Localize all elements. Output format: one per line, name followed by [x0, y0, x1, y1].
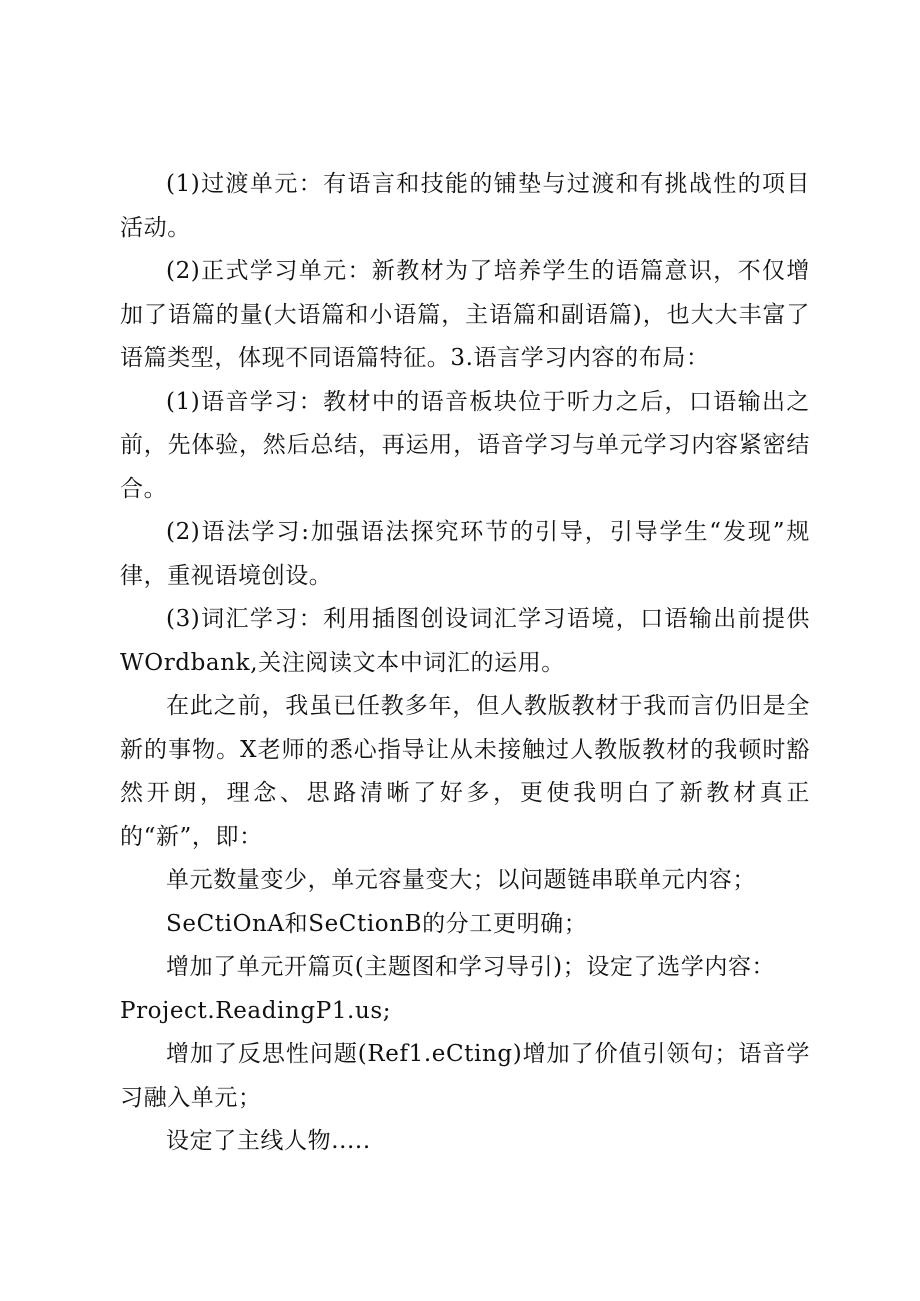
paragraph-opening-page: 增加了单元开篇页(主题图和学习导引)；设定了选学内容：: [166, 954, 776, 980]
document-body: [120, 163, 810, 1164]
paragraph-main-characters: 设定了主线人物.....: [166, 1128, 371, 1154]
paragraph-formal-unit: (2)正式学习单元：新教材为了培养学生的语篇意识，不仅增加了语篇的量(大语篇和小语篇，主语篇和副语篇)，也大大丰富了语篇类型，体现不同语篇特征。3.语言学习内容的布局：: [120, 258, 810, 371]
paragraph-pronunciation: (1)语音学习：教材中的语音板块位于听力之后，口语输出之前，先体验，然后总结，再运用，语音学习与单元学习内容紧密结合。: [120, 388, 810, 502]
paragraph-unit-count: 单元数量变少，单元容量变大；以问题链串联单元内容；: [166, 867, 756, 893]
paragraph-reflective-questions: 增加了反思性问题(Ref1.eCting)增加了价值引领句；语音学习融入单元；: [120, 1041, 810, 1111]
paragraph-project-reading: Project.ReadingP1.us;: [120, 997, 392, 1024]
paragraph-grammar: (2)语法学习:加强语法探究环节的引导，引导学生“发现”规律，重视语境创设。: [120, 519, 810, 589]
paragraph-sections: SeCtiOnA和SeCtionB的分工更明确；: [166, 910, 588, 937]
paragraph-transition-unit: (1)过渡单元：有语言和技能的铺垫与过渡和有挑战性的项目活动。: [120, 171, 810, 241]
paragraph-vocabulary: (3)词汇学习：利用插图创设词汇学习语境，口语输出前提供WOrdbank,关注阅读文本中词汇的运用。: [120, 606, 810, 676]
paragraph-reflection: 在此之前，我虽已任教多年，但人教版教材于我而言仍旧是全新的事物。X老师的悉心指导让从未接触过人教版教材的我顿时豁然开朗，理念、思路清晰了好多，更使我明白了新教材真正的“新”，即：: [120, 693, 810, 850]
